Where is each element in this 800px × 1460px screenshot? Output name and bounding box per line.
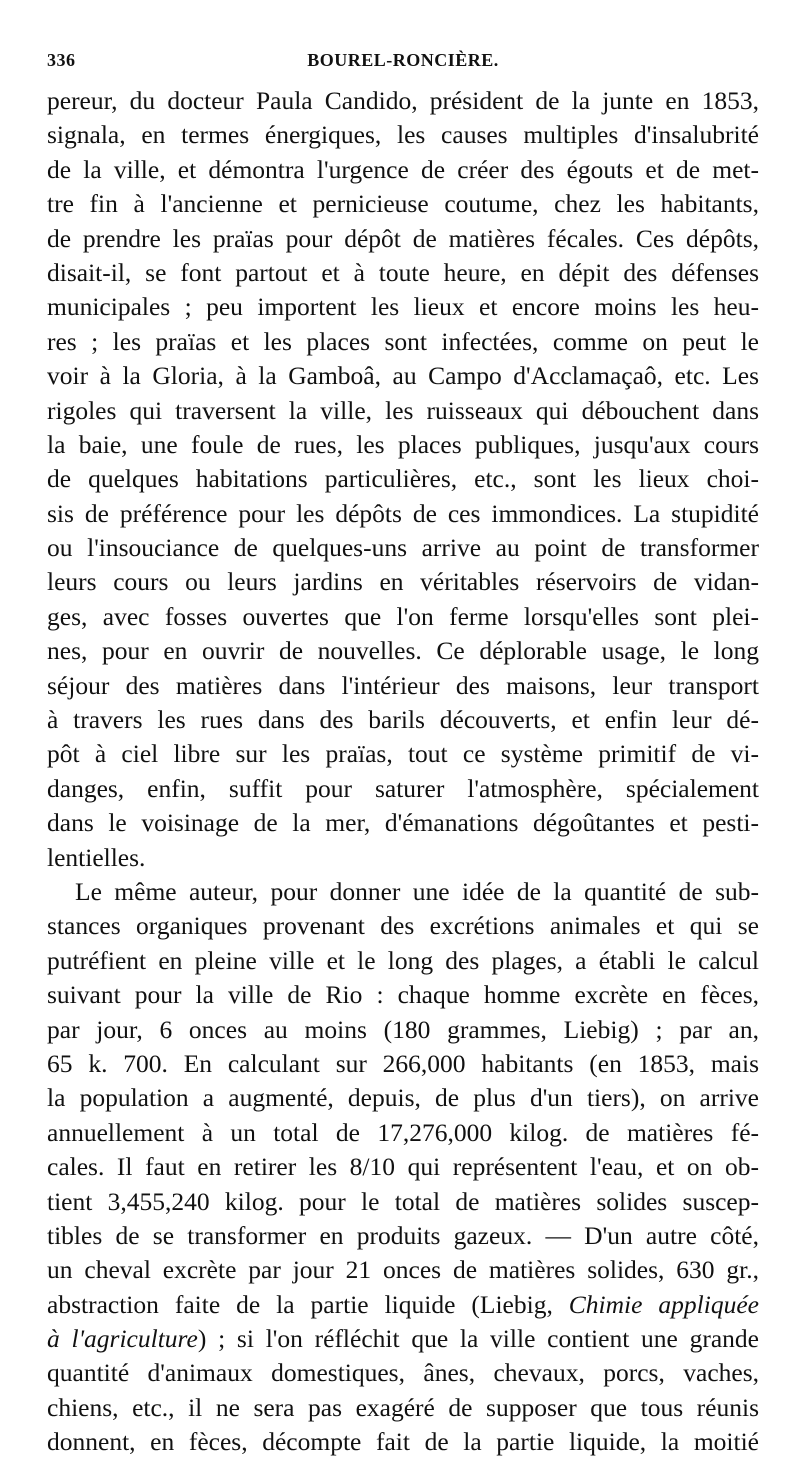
- text-line: de quelques habitations particulières, etc., sont les lieux choi-: [47, 464, 759, 494]
- text-line: par jour, 6 onces au moins (180 grammes, Liebig) ; par an,: [47, 1014, 759, 1044]
- text-line: un cheval excrète par jour 21 onces de matières solides, 630 gr.,: [47, 1255, 759, 1285]
- text-line: de la ville, et démontra l'urgence de créer des égouts et de met-: [47, 154, 759, 184]
- text-line: signala, en termes énergiques, les causes multiples d'insalubrité: [47, 120, 759, 150]
- paragraph-1: [47, 84, 759, 875]
- text-line: pôt à ciel libre sur les praïas, tout ce système primitif de vi-: [47, 739, 759, 769]
- text-line: voir à la Gloria, à la Gamboâ, au Campo d'Acclamaçaô, etc. Les: [47, 361, 759, 391]
- text-line: quantité d'animaux domestiques, ânes, chevaux, porcs, vaches,: [47, 1358, 759, 1388]
- book-page: [47, 50, 759, 1460]
- text-line: tibles de se transformer en produits gazeux. — D'un autre côté,: [47, 1220, 759, 1250]
- text-line: tre fin à l'ancienne et pernicieuse coutume, chez les habitants,: [47, 189, 759, 219]
- text-line-mixed: [47, 1322, 759, 1356]
- text-line: séjour des matières dans l'intérieur des maisons, leur transport: [47, 670, 759, 700]
- text-line: ges, avec fosses ouvertes que l'on ferme lorsqu'elles sont plei-: [47, 601, 759, 631]
- text-line: annuellement à un total de 17,276,000 kilog. de matières fé-: [47, 1117, 759, 1147]
- italic-title: à l'agriculture: [47, 1324, 198, 1354]
- text-line-mixed: [47, 1288, 759, 1322]
- text-line: danges, enfin, suffit pour saturer l'atmosphère, spécialement: [47, 773, 759, 803]
- text-line: pereur, du docteur Paula Candido, président de la junte en 1853,: [47, 86, 759, 115]
- text-line: à travers les rues dans des barils découverts, et enfin leur dé-: [47, 705, 759, 735]
- text-line: lentielles.: [47, 842, 146, 872]
- text-line: 65 k. 700. En calculant sur 266,000 habitants (en 1853, mais: [47, 1048, 759, 1078]
- text-line: tient 3,455,240 kilog. pour le total de matières solides suscep-: [47, 1186, 759, 1216]
- running-head: [47, 50, 759, 84]
- text-segment: ) ; si l'on réfléchit que la ville contient une grande: [197, 1324, 759, 1354]
- text-line: de prendre les praïas pour dépôt de matières fécales. Ces dépôts,: [47, 223, 759, 253]
- running-title: BOUREL-RONCIÈRE.: [307, 50, 499, 70]
- text-line: rigoles qui traversent la ville, les ruisseaux qui débouchent dans: [47, 395, 759, 425]
- text-line: putréfient en pleine ville et le long des plages, a établi le calcul: [47, 945, 759, 975]
- text-line: chiens, etc., il ne sera pas exagéré de supposer que tous réunis: [47, 1392, 759, 1422]
- text-line: leurs cours ou leurs jardins en véritables réservoirs de vidan-: [47, 567, 759, 597]
- paragraph-2: [47, 875, 759, 1460]
- italic-title: Chimie appliquée: [568, 1289, 759, 1319]
- text-line: sis de préférence pour les dépôts de ces immondices. La stupidité: [47, 498, 759, 528]
- text-line: Le même auteur, pour donner une idée de la quantité de sub-: [75, 876, 759, 906]
- text-line: dans le voisinage de la mer, d'émanations dégoûtantes et pesti-: [47, 808, 759, 838]
- text-line: suivant pour la ville de Rio : chaque homme excrète en fèces,: [47, 980, 759, 1010]
- text-line: stances organiques provenant des excrétions animales et qui se: [47, 911, 759, 941]
- text-line: cales. Il faut en retirer les 8/10 qui représentent l'eau, et on ob-: [47, 1152, 759, 1182]
- text-line: municipales ; peu importent les lieux et encore moins les heu-: [47, 292, 759, 322]
- text-line: la population a augmenté, depuis, de plus d'un tiers), on arrive: [47, 1083, 759, 1113]
- text-line: disait-il, se font partout et à toute heure, en dépit des défenses: [47, 257, 759, 287]
- page-number: 336: [47, 50, 76, 70]
- text-line: la baie, une foule de rues, les places publiques, jusqu'aux cours: [47, 429, 759, 459]
- text-line: nes, pour en ouvrir de nouvelles. Ce déplorable usage, le long: [47, 636, 759, 666]
- text-line: res ; les praïas et les places sont infectées, comme on peut le: [47, 326, 759, 356]
- text-segment: abstraction faite de la partie liquide (Liebig,: [47, 1289, 569, 1319]
- body-text: [47, 84, 759, 1460]
- text-line: donnent, en fèces, décompte fait de la partie liquide, la moitié: [47, 1427, 759, 1457]
- text-line: ou l'insouciance de quelques-uns arrive au point de transformer: [47, 533, 759, 563]
